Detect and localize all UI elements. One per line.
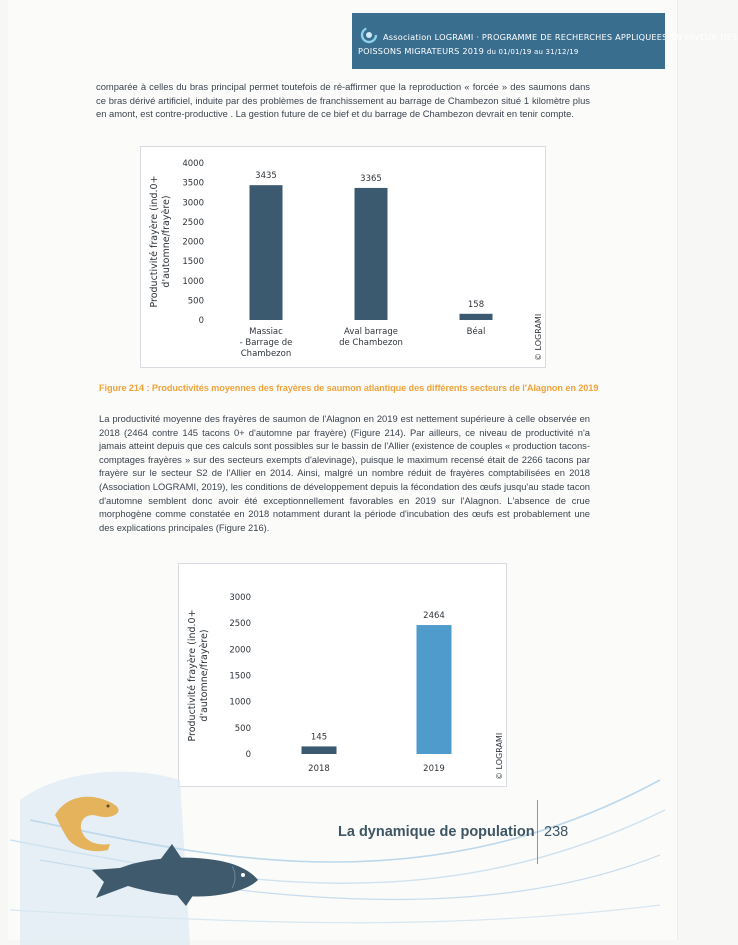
y-tick-label: 500 — [187, 296, 204, 307]
footer-section-title: La dynamique de population — [338, 824, 535, 840]
chart-yearly-productivity — [178, 563, 507, 787]
chart-1-svg — [141, 147, 545, 367]
bar-1 — [302, 746, 337, 754]
header-line-1: Association LOGRAMI · PROGRAMME DE RECHERCHES APPLIQUEES EN FAVEUR DES — [383, 32, 738, 42]
footer-separator — [537, 800, 538, 864]
bar-2 — [355, 188, 388, 320]
figure-caption: Figure 214 : Productivités moyennes des frayères de saumon atlantique des différents secteurs de l'Alagnon en 2019 — [99, 383, 599, 393]
y-tick-label: 0 — [245, 750, 251, 760]
x-category-label: Chambezon — [240, 349, 292, 359]
y-tick-label: 1500 — [229, 671, 251, 682]
bar-data-label: 3365 — [360, 173, 382, 184]
y-tick-label: 0 — [198, 316, 204, 326]
logrami-logo-icon — [361, 27, 377, 43]
x-category-label: de Chambezon — [339, 338, 403, 348]
chart-sector-productivity — [140, 146, 546, 368]
paragraph-analysis: La productivité moyenne des frayères de saumon de l'Alagnon en 2019 est nettement supérieure à celle observée en 2018 (2464 contre 145 tacons 0+ d'automne par frayère) (Figure 214). Par ailleurs, ce niveau de productivité n'a jamais atteint depuis que ces calculs sont possibles sur le bassin de l'Allier (existence de couples « production tacons-comptages frayères » sur des secteurs exempts d'alevinage), puisque le maximum recensé était de 2266 tacons par frayère sur le secteur S2 de l'Allier en 2014. Ainsi, malgré un nombre réduit de frayères comptabilisées en 2018 (Association LOGRAMI, 2019), les conditions de développement depuis la fécondation des œufs jusqu'au stade tacon d'automne semblent donc avoir été exceptionnellement favorables en 2019 sur l'Alagnon. L'absence de crue morphogène comme constatée en 2018 notamment durant la période d'incubation des œufs est probablement une des explications principales (Figure 216). — [99, 413, 590, 533]
y-tick-label: 2000 — [182, 237, 204, 248]
bar-data-label: 2464 — [423, 611, 445, 622]
x-category-label: 2019 — [423, 764, 445, 774]
y-axis-label: Productivité frayère (ind.0+d'automne/frayère) — [187, 609, 210, 742]
page-number: 238 — [544, 824, 569, 840]
bar-data-label: 158 — [467, 299, 485, 310]
y-tick-label: 2500 — [229, 619, 251, 630]
paragraph-intro: comparée à celles du bras principal permet toutefois de ré-affirmer que la reproduction « forcée » des saumons dans ce bras dérivé artificiel, induite par des problèmes de franchissement au barrage de Chambezon situé 1 kilomètre plus en amont, est contre-productive . La gestion future de ce bief et du barrage de Chambezon devrait en tenir compte. — [96, 81, 590, 120]
x-category-label: Massiac — [249, 327, 283, 337]
y-axis-label: Productivité frayère (ind.0+d'automne/frayère) — [149, 175, 172, 308]
header-period: du 01/01/19 au 31/12/19 — [486, 48, 579, 56]
y-tick-label: 2000 — [229, 645, 251, 656]
copyright-credit: © LOGRAMI — [495, 732, 504, 780]
bar-data-label: 3435 — [255, 171, 277, 182]
y-tick-label: 1000 — [229, 697, 251, 708]
x-category-label: Béal — [466, 327, 486, 337]
bar-1 — [250, 185, 283, 320]
y-tick-label: 500 — [234, 723, 251, 734]
decorative-illustration — [0, 760, 687, 945]
y-tick-label: 1000 — [182, 276, 204, 287]
header-banner — [352, 13, 738, 69]
y-tick-label: 3000 — [182, 198, 204, 209]
y-tick-label: 3000 — [229, 593, 251, 603]
y-tick-label: 3500 — [182, 178, 204, 189]
bar-data-label: 145 — [310, 732, 328, 743]
bar-2 — [417, 625, 452, 754]
header-line-2 — [358, 45, 579, 59]
x-category-label: 2018 — [308, 764, 330, 774]
y-tick-label: 2500 — [182, 217, 204, 228]
x-category-label: Aval barrage — [344, 327, 398, 337]
chart-2-svg — [179, 564, 506, 786]
y-tick-label: 4000 — [182, 159, 204, 169]
x-category-label: - Barrage de — [239, 338, 293, 348]
y-tick-label: 1500 — [182, 257, 204, 268]
bar-3 — [460, 314, 493, 320]
copyright-credit: © LOGRAMI — [534, 313, 543, 361]
header-program-title: POISSONS MIGRATEURS 2019 — [358, 46, 484, 56]
